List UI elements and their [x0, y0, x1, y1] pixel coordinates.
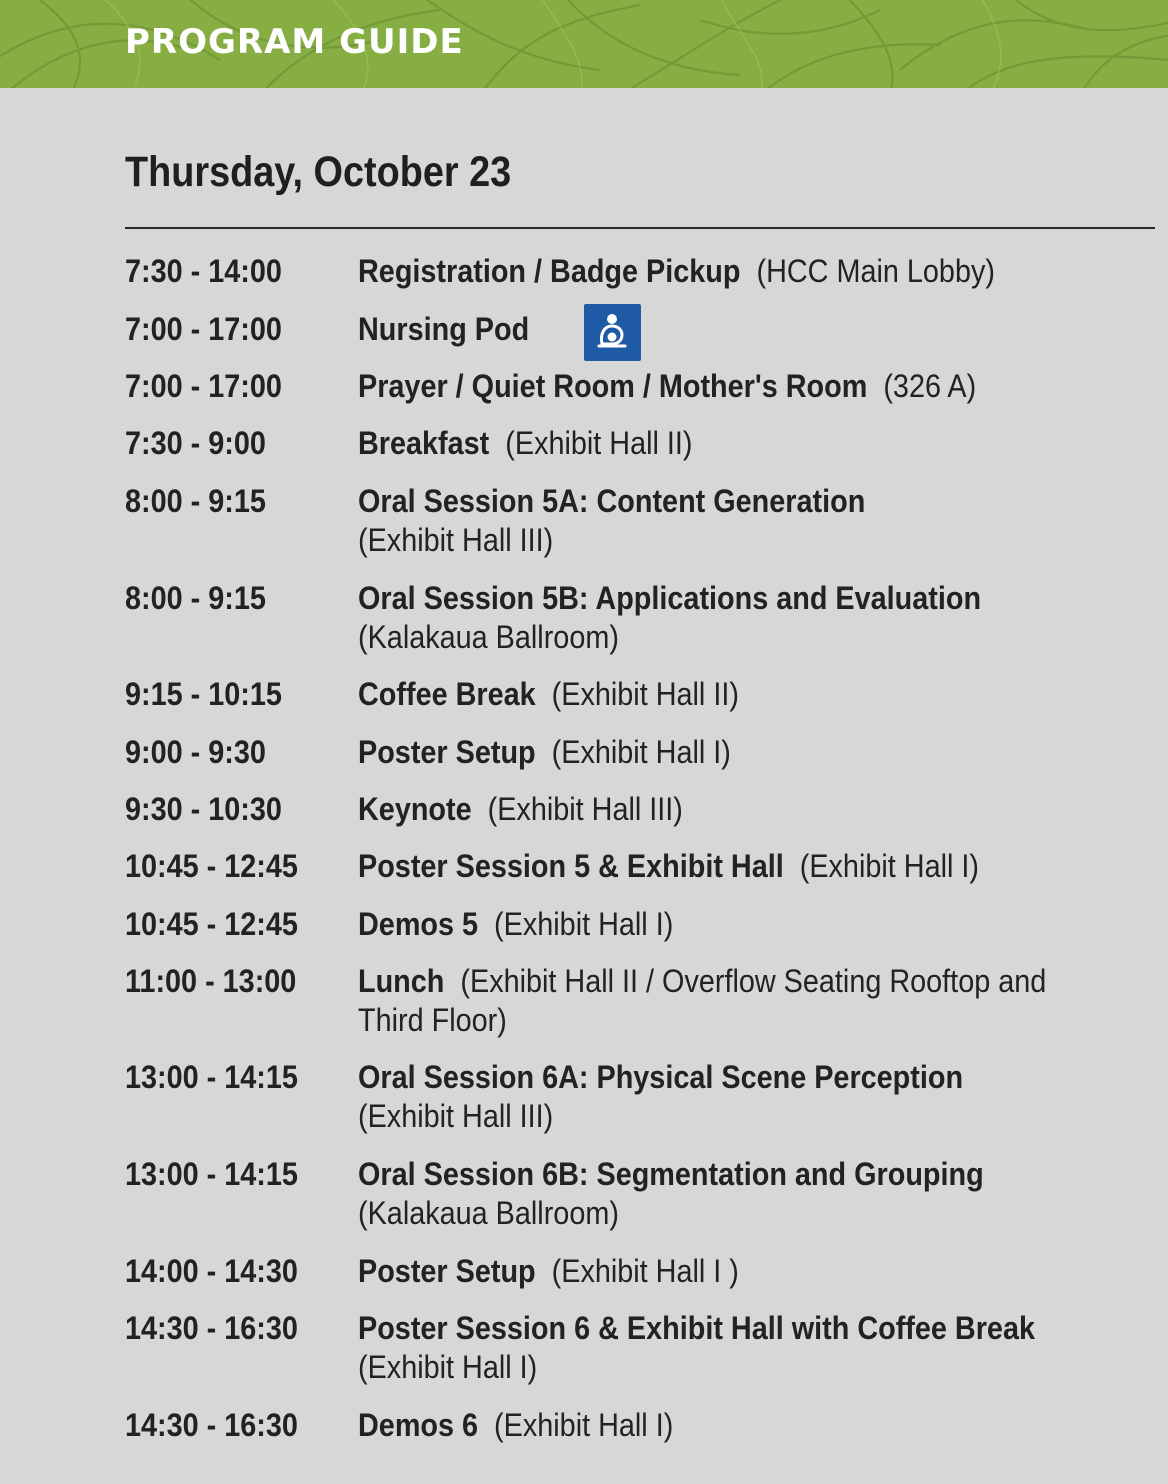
divider [125, 227, 1155, 229]
event-description [358, 790, 1042, 829]
event-title: Coffee Break [358, 676, 536, 712]
event-title: Registration / Badge Pickup [358, 253, 741, 289]
event-time: 10:45 - 12:45 [125, 906, 298, 942]
event-description [358, 675, 1042, 714]
event-title: Poster Session 6 & Exhibit Hall with Coffee Break [358, 1310, 1035, 1346]
event-title: Breakfast [358, 425, 490, 461]
event-time: 14:30 - 16:30 [125, 1310, 298, 1346]
header-title: PROGRAM GUIDE [125, 22, 464, 62]
event-time: 11:00 - 13:00 [125, 963, 297, 999]
event-description [358, 733, 1042, 772]
event-time: 7:30 - 14:00 [125, 253, 282, 289]
event-title: Poster Setup [358, 734, 536, 770]
event-time: 7:30 - 9:00 [125, 425, 266, 461]
event-description [358, 905, 1042, 944]
event-room: (Kalakaua Ballroom) [358, 619, 619, 655]
event-title: Demos 6 [358, 1407, 479, 1443]
event-description [358, 482, 1042, 560]
event-description [358, 1252, 1042, 1291]
event-room: (Exhibit Hall I ) [551, 1253, 739, 1289]
day-title: Thursday, October 23 [125, 148, 512, 196]
event-description [358, 847, 1042, 886]
event-room: (Exhibit Hall I) [551, 734, 731, 770]
event-time: 7:00 - 17:00 [125, 368, 282, 404]
event-room: (326 A) [883, 368, 977, 404]
event-room: (Exhibit Hall III) [487, 791, 683, 827]
event-time: 13:00 - 14:15 [125, 1059, 298, 1095]
event-description [358, 1309, 1119, 1387]
event-title: Poster Session 5 & Exhibit Hall [358, 848, 784, 884]
event-title: Oral Session 6A: Physical Scene Perception [358, 1059, 964, 1095]
event-room: (Exhibit Hall I) [494, 1407, 674, 1443]
event-time: 13:00 - 14:15 [125, 1156, 298, 1192]
event-time: 9:15 - 10:15 [125, 676, 282, 712]
event-title: Oral Session 5A: Content Generation [358, 483, 866, 519]
event-time: 14:00 - 14:30 [125, 1253, 298, 1289]
event-room: (Exhibit Hall III) [358, 1098, 554, 1134]
event-time: 8:00 - 9:15 [125, 483, 266, 519]
event-description [358, 424, 1042, 463]
event-title: Lunch [358, 963, 445, 999]
event-room: (Exhibit Hall I) [358, 1349, 538, 1385]
event-description [358, 1155, 1042, 1233]
event-time: 14:30 - 16:30 [125, 1407, 298, 1443]
event-title: Keynote [358, 791, 472, 827]
event-title: Demos 5 [358, 906, 479, 942]
event-room: (Exhibit Hall III) [358, 522, 554, 558]
event-title: Oral Session 5B: Applications and Evaluation [358, 580, 982, 616]
event-room: (Exhibit Hall II / Overflow Seating Rooftop and Third Floor) [358, 963, 1047, 1038]
event-description [358, 252, 1042, 291]
event-time: 10:45 - 12:45 [125, 848, 298, 884]
event-room: (HCC Main Lobby) [756, 253, 995, 289]
event-room: (Kalakaua Ballroom) [358, 1195, 619, 1231]
event-time: 9:00 - 9:30 [125, 734, 266, 770]
event-description [358, 310, 1042, 349]
event-description [358, 579, 1042, 657]
event-time: 9:30 - 10:30 [125, 791, 282, 827]
nursing-mother-icon [584, 304, 641, 361]
event-title: Oral Session 6B: Segmentation and Grouping [358, 1156, 984, 1192]
event-title: Nursing Pod [358, 311, 530, 347]
event-title: Prayer / Quiet Room / Mother's Room [358, 368, 868, 404]
event-room: (Exhibit Hall II) [551, 676, 739, 712]
program-guide-header [0, 0, 1168, 88]
event-description [358, 367, 1042, 406]
event-description [358, 1058, 1042, 1136]
event-time: 8:00 - 9:15 [125, 580, 266, 616]
event-description [358, 962, 1119, 1040]
event-room: (Exhibit Hall I) [799, 848, 979, 884]
event-time: 7:00 - 17:00 [125, 311, 282, 347]
event-room: (Exhibit Hall I) [494, 906, 674, 942]
event-description [358, 1406, 1042, 1445]
event-title: Poster Setup [358, 1253, 536, 1289]
event-room: (Exhibit Hall II) [505, 425, 693, 461]
